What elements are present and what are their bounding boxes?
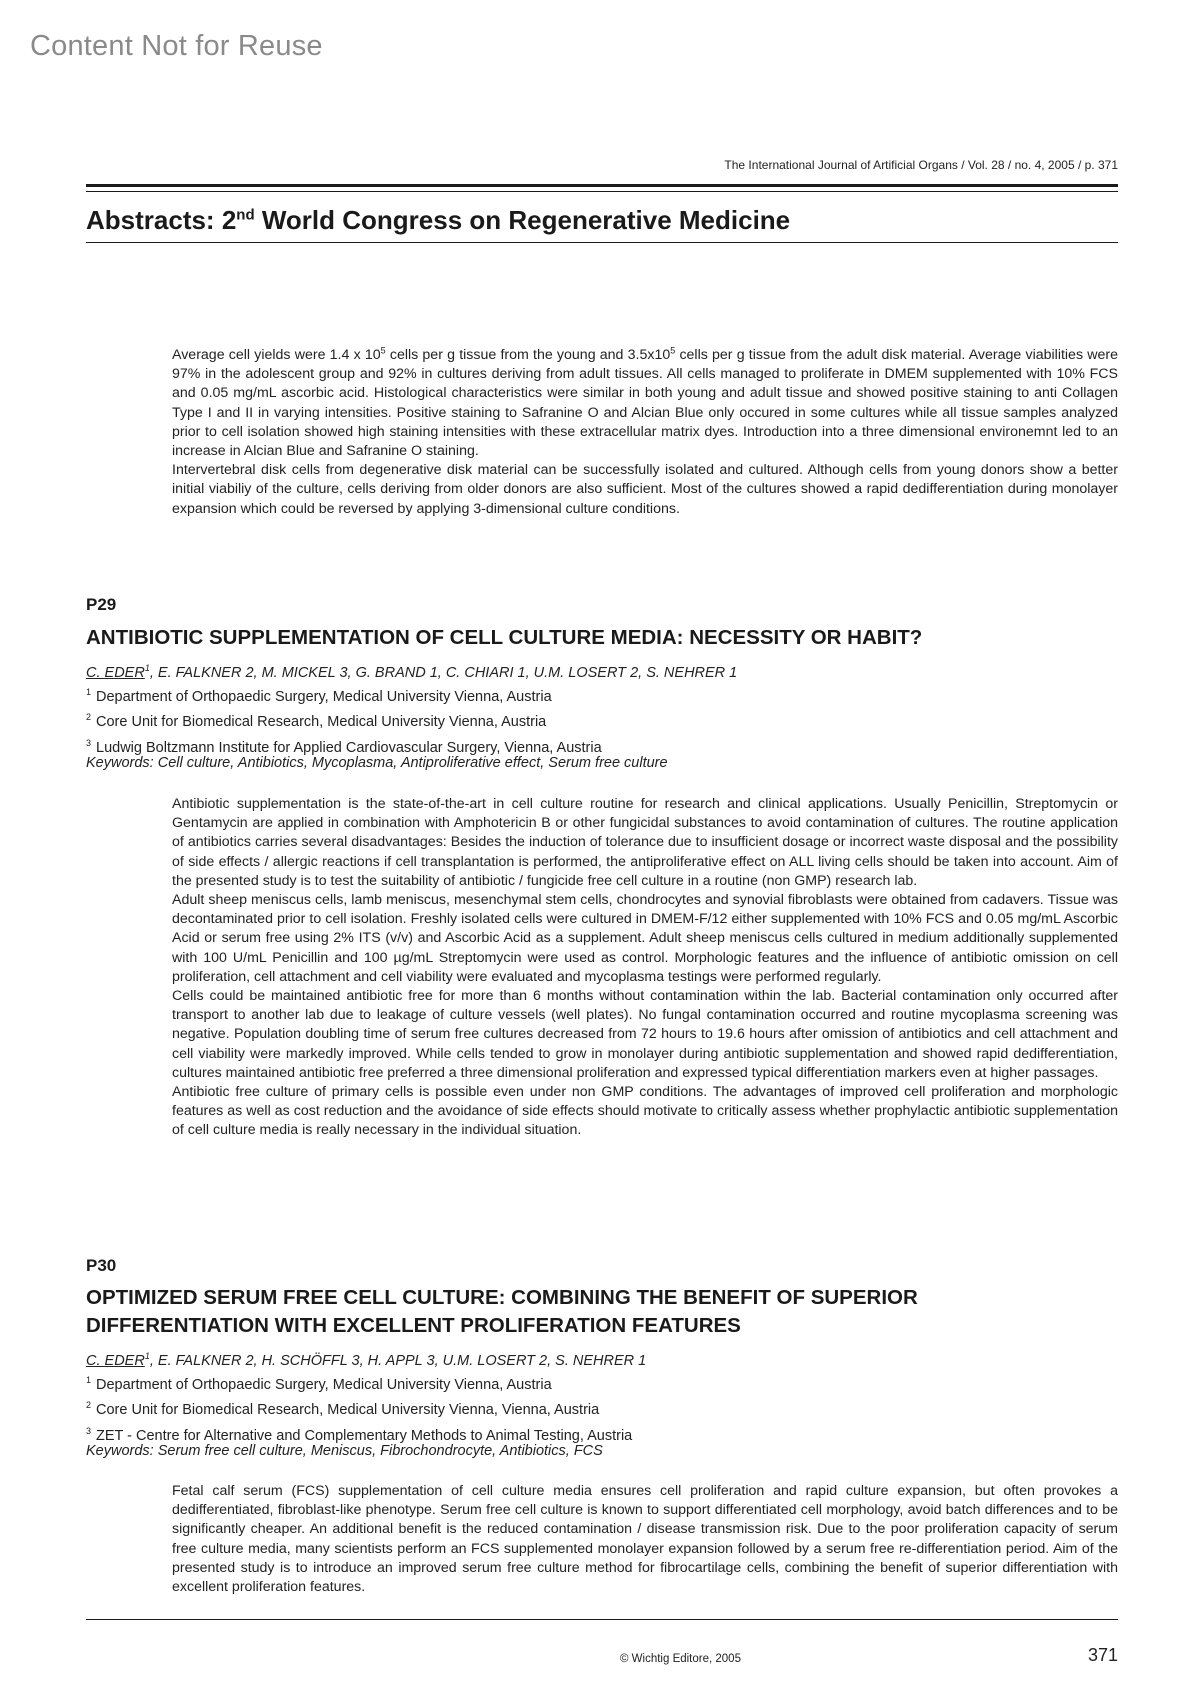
title-line: OPTIMIZED SERUM FREE CELL CULTURE: COMBINING THE BENEFIT OF SUPERIOR [86, 1286, 918, 1309]
abstract-paragraph: Adult sheep meniscus cells, lamb meniscus, mesenchymal stem cells, chondrocytes and synovial fibroblasts were obtained from cadavers. Tissue was decontaminated prior to cell isolation. Freshly isolated cells were cultured in DMEM-F/12 either supplemented with 10% FCS and 0.05 mg/mL Ascorbic Acid or serum free using 2% ITS (v/v) and Ascorbic Acid as a supplement. Adult sheep meniscus cells cultured in medium additionally supplemented with 100 U/mL Penicillin and 100 µg/mL Streptomycin were used as control. Morphologic features and the influence of antibiotic omission on cell proliferation, cell attachment and cell viability were evaluated and mycoplasma testings were performed regularly. [172, 892, 1118, 985]
presenting-author: C. EDER [86, 664, 145, 681]
continued-abstract-para1 [172, 346, 1118, 461]
abstract-paragraph: Antibiotic supplementation is the state-of-the-art in cell culture routine for research and clinical applications. Usually Penicillin, Streptomycin or Gentamycin are applied in combination with Amphotericin B or other fungicidal substances to avoid contamination of cultures. The routine application of antibiotics carries several disadvantages: Besides the induction of tolerance due to insufficient dosage or incorrect waste disposal and the possibility of side effects / allergic reactions if cell transplantation is performed, the antiproliferative effect on ALL living cells should be taken into account. Aim of the presented study is to test the suitability of antibiotic / fungicide free cell culture in a routine (non GMP) research lab. [172, 796, 1118, 889]
copyright: © Wichtig Editore, 2005 [620, 1653, 741, 1665]
footer-rule [86, 1619, 1118, 1620]
superscript: 5 [380, 345, 386, 356]
abstract-id-p29: P29 [86, 595, 117, 614]
author-sup: 1 [144, 663, 150, 673]
authors-rest: , E. FALKNER 2, H. SCHÖFFL 3, H. APPL 3, U.M. LOSERT 2, S. NEHRER 1 [149, 1352, 647, 1369]
section-title-suffix: World Congress on Regenerative Medicine [254, 205, 791, 235]
affiliation-num: 2 [86, 712, 92, 723]
page-number: 371 [1087, 1645, 1118, 1665]
continued-abstract [172, 346, 1118, 519]
section-title-prefix: Abstracts: 2 [86, 205, 237, 235]
author-sup: 1 [144, 1351, 150, 1361]
affiliation-text: Core Unit for Biomedical Research, Medical University Vienna, Austria [96, 714, 547, 731]
keywords-p29: Keywords: Cell culture, Antibiotics, Mycoplasma, Antiproliferative effect, Serum free culture [86, 755, 668, 771]
text-run: Average cell yields were 1.4 x 10 [172, 347, 381, 363]
affiliation-text: ZET - Centre for Alternative and Complementary Methods to Animal Testing, Austria [96, 1427, 633, 1444]
abstract-id-p30: P30 [86, 1256, 117, 1275]
affiliation [86, 682, 602, 707]
text-run: cells per g tissue from the adult disk material. Average viabilities were 97% in the adolescent group and 92% in cultures deriving from adult tissues. All cells managed to proliferate in DMEM supplemented with 10% FCS and 0.05 mg/mL ascorbic acid. Histological characteristics were similar in both young and adult tissue and showed positive staining to anti Collagen Type I and II in varying intensities. Positive staining to Safranine O and Alcian Blue only occured in some cultures while all tissue samples analyzed prior to cell isolation showed high staining intensities with these extracellular matrix dyes. Introduction into a three dimensional environemnt led to an increase in Alcian Blue and Safranine O staining. [172, 347, 1118, 460]
header-rule-thick [86, 184, 1118, 187]
section-title-sup: nd [236, 206, 255, 224]
header-rule-thin [86, 191, 1118, 192]
affiliation [86, 1395, 632, 1420]
affiliation-num: 2 [86, 1400, 92, 1411]
superscript: 5 [670, 345, 676, 356]
affiliation-num: 1 [86, 1375, 92, 1385]
abstract-title-p30 [86, 1284, 1126, 1340]
affiliation-text: Core Unit for Biomedical Research, Medical University Vienna, Vienna, Austria [96, 1402, 600, 1419]
affiliation-num: 3 [86, 737, 92, 748]
affiliation [86, 707, 602, 732]
watermark: Content Not for Reuse [30, 30, 323, 62]
affiliation-text: Department of Orthopaedic Surgery, Medical University Vienna, Austria [96, 1376, 552, 1393]
affiliations-p30 [86, 1370, 632, 1446]
presenting-author: C. EDER [86, 1352, 145, 1369]
affiliations-p29 [86, 682, 602, 758]
affiliation-text: Department of Orthopaedic Surgery, Medical University Vienna, Austria [96, 688, 552, 705]
affiliation-text: Ludwig Boltzmann Institute for Applied Cardiovascular Surgery, Vienna, Austria [96, 739, 602, 756]
authors-p29 [86, 663, 737, 681]
affiliation-num: 3 [86, 1425, 92, 1436]
text-run: cells per g tissue from the young and 3.5x10 [385, 347, 671, 363]
running-head: The International Journal of Artificial Organs / Vol. 28 / no. 4, 2005 / p. 371 [724, 158, 1118, 172]
section-title [86, 205, 790, 236]
keywords-p30: Keywords: Serum free cell culture, Meniscus, Fibrochondrocyte, Antibiotics, FCS [86, 1443, 603, 1459]
affiliation-num: 1 [86, 687, 92, 697]
abstract-paragraph: Fetal calf serum (FCS) supplementation of cell culture media ensures cell proliferation and rapid culture expansion, but often provokes a dedifferentiated, fibroblast-like phenotype. Serum free cell culture is known to support differentiated cell morphology, avoid batch differences and to be significantly cheaper. An additional benefit is the reduced contamination / disease transmission risk. Due to the poor proliferation capacity of serum free culture media, many scientists perform an FCS supplemented monolayer expansion followed by a serum free re-differentiation period. Aim of the presented study is to introduce an improved serum free culture method for fibrocartilage cells, combining the benefit of superior differentiation with excellent proliferation features. [172, 1483, 1118, 1596]
abstract-body-p29 [172, 795, 1118, 1141]
authors-p30 [86, 1351, 646, 1369]
title-rule [86, 242, 1118, 243]
continued-abstract-para2: Intervertebral disk cells from degenerative disk material can be successfully isolated and cultured. Although cells from young donors show a better initial viabiliy of the culture, cells deriving from older donors are also sufficient. Most of the cultures showed a rapid dedifferentiation during monolayer expansion which could be reversed by applying 3-dimensional culture conditions. [172, 462, 1118, 517]
abstract-paragraph: Cells could be maintained antibiotic free for more than 6 months without contamination within the lab. Bacterial contamination only occurred after transport to another lab due to leakage of culture vessels (well plates). No fungal contamination occurred and routine mycoplasma screening was negative. Population doubling time of serum free cultures decreased from 72 hours to 19.6 hours after omission of antibiotics and cell attachment and cell viability were markedly improved. While cells tended to grow in monolayer during antibiotic supplementation and showed rapid dedifferentiation, cultures maintained antibiotic free preferred a three dimensional proliferation and expressed typical differentiation markers even at higher passages. [172, 988, 1118, 1081]
abstract-title-p29: ANTIBIOTIC SUPPLEMENTATION OF CELL CULTURE MEDIA: NECESSITY OR HABIT? [86, 626, 923, 649]
affiliation [86, 1370, 632, 1395]
abstract-paragraph: Antibiotic free culture of primary cells is possible even under non GMP conditions. The advantages of improved cell proliferation and morphologic features as well as cost reduction and the avoidance of side effects should motivate to critically assess whether prophylactic antibiotic supplementation of cell culture media is really necessary in the individual situation. [172, 1084, 1118, 1139]
title-line: DIFFERENTIATION WITH EXCELLENT PROLIFERATION FEATURES [86, 1314, 741, 1337]
authors-rest: , E. FALKNER 2, M. MICKEL 3, G. BRAND 1, C. CHIARI 1, U.M. LOSERT 2, S. NEHRER 1 [149, 664, 738, 681]
abstract-body-p30 [172, 1482, 1118, 1597]
